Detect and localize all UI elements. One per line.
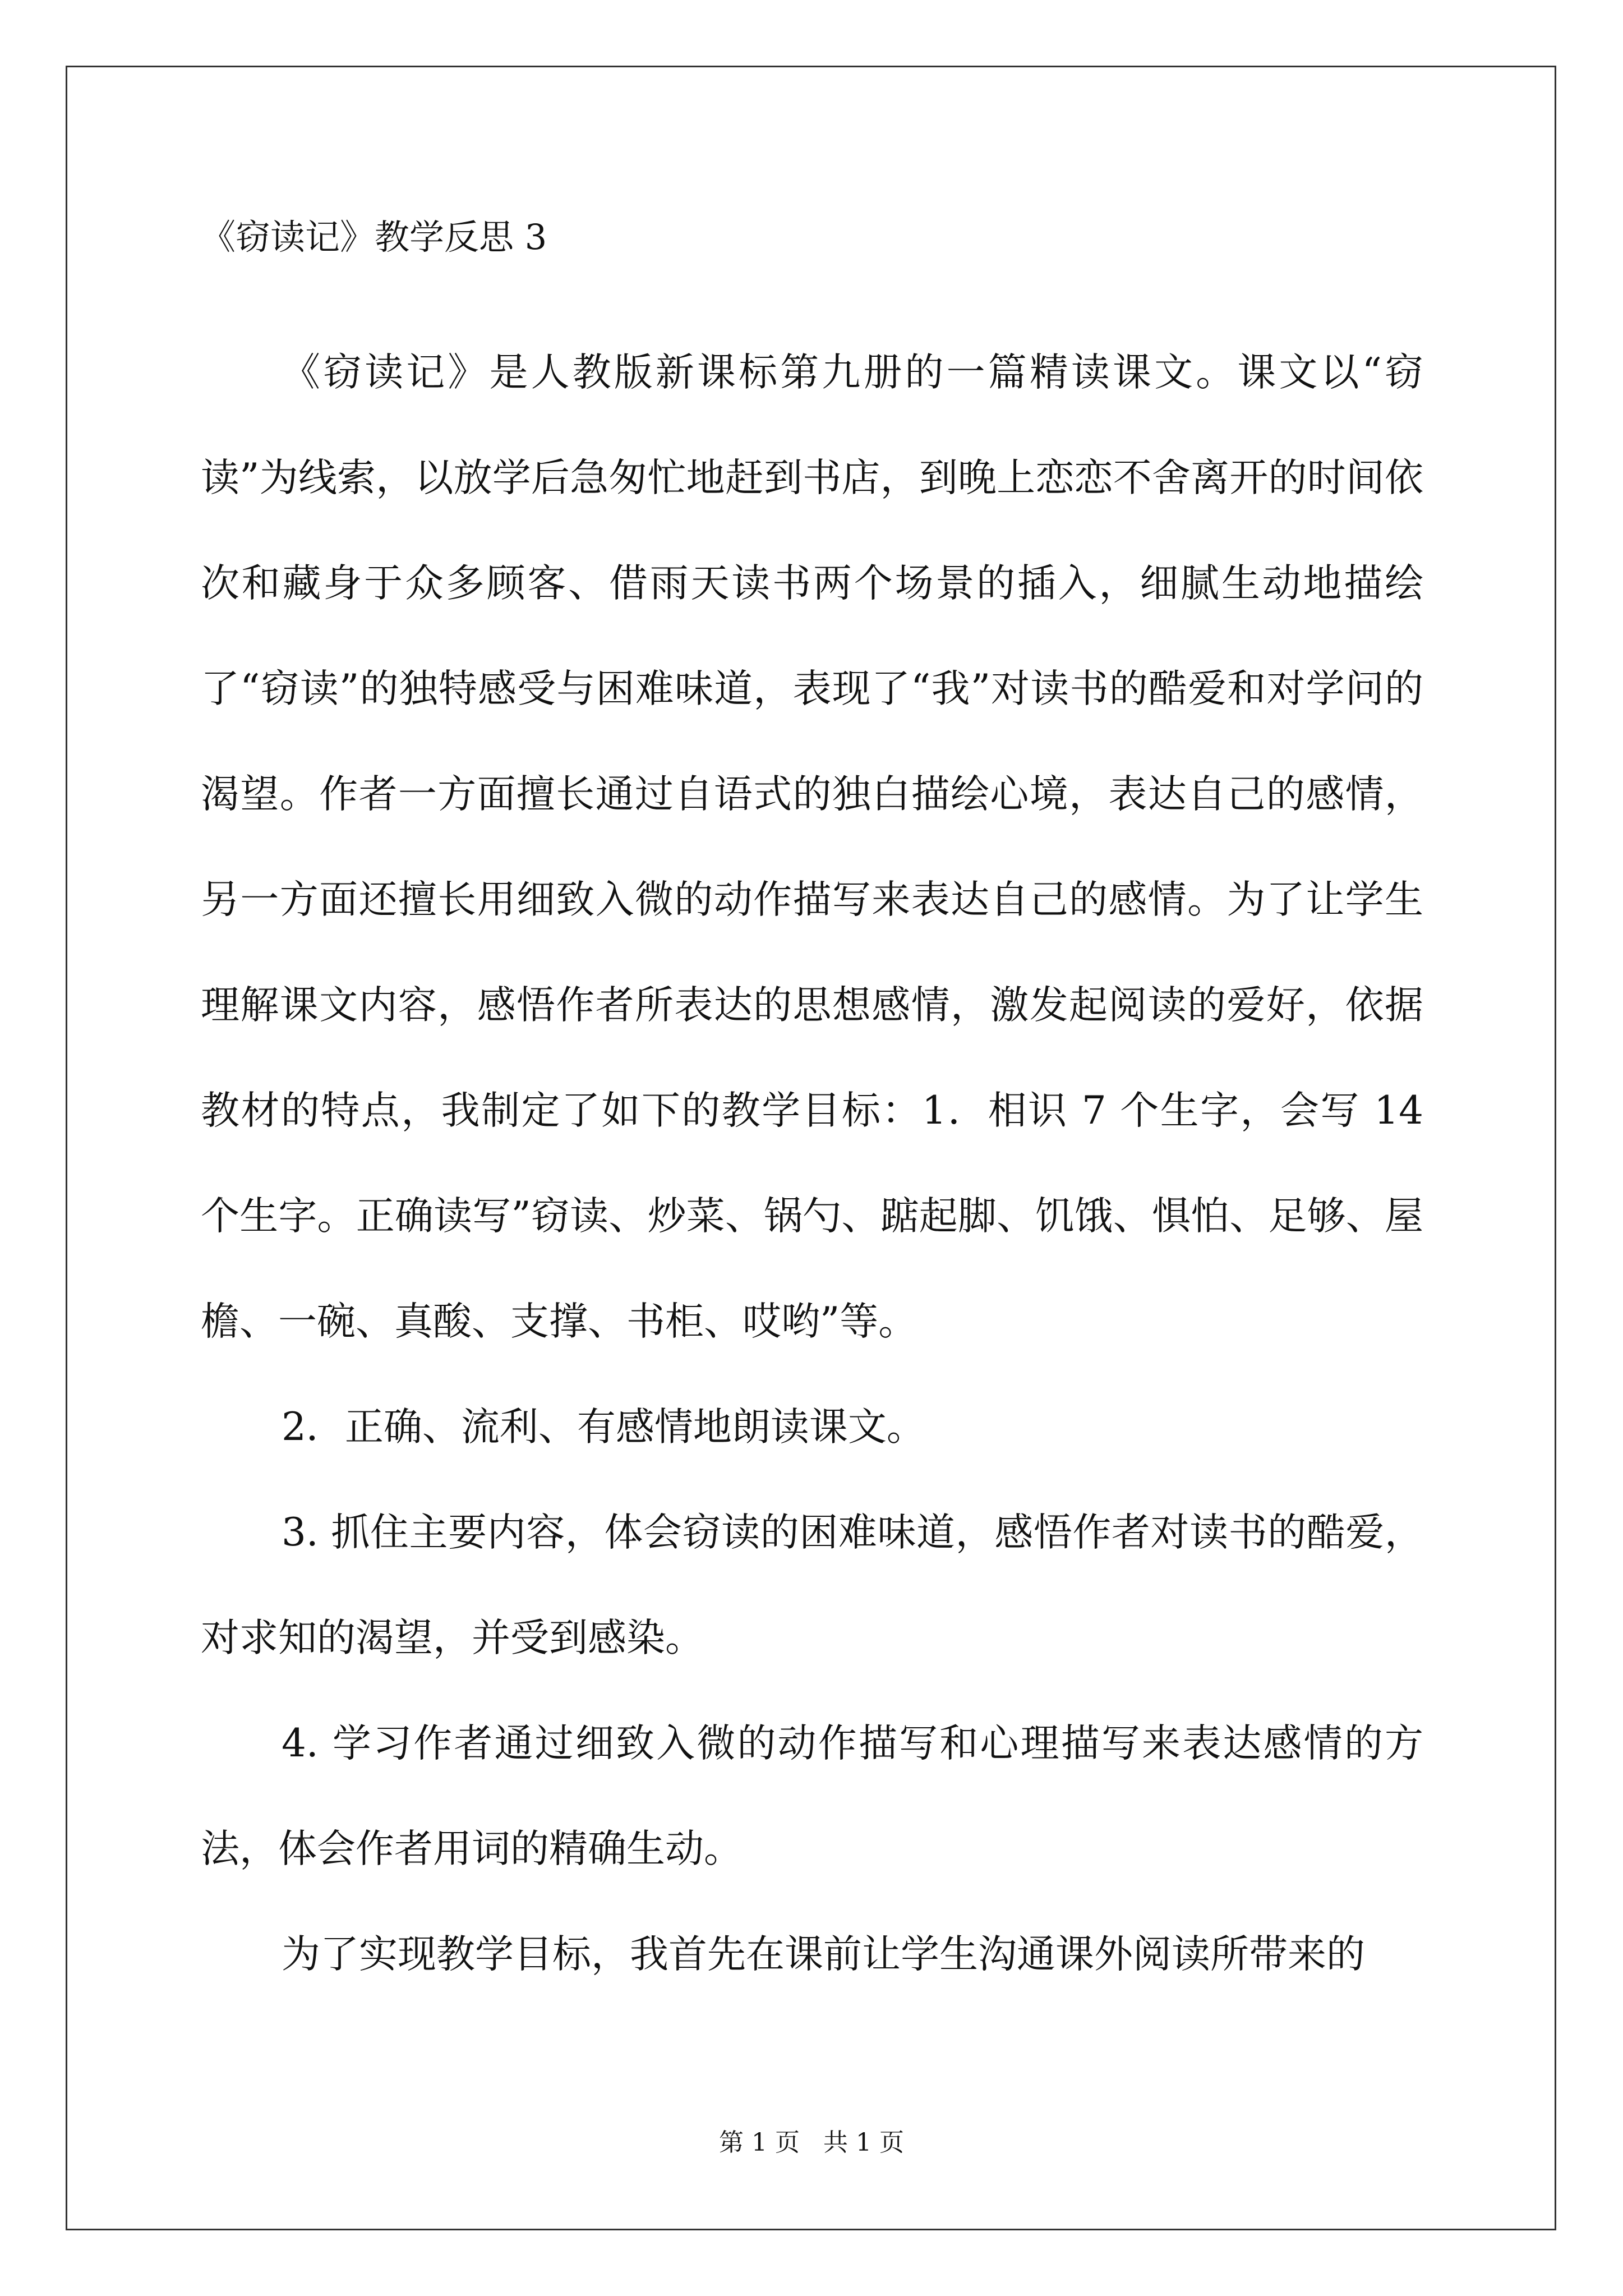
paragraph-goal-3: 3. 抓住主要内容，体会窃读的困难味道，感悟作者对读书的酷爱，对求知的渴望，并受到感染。	[201, 1510, 1423, 1660]
paragraph-method: 为了实现教学目标，我首先在课前让学生沟通课外阅读所带来的	[282, 1932, 1365, 1977]
document-title: 《窃读记》教学反思 3	[201, 217, 547, 257]
paragraph-goal-2: 2．正确、流利、有感情地朗读课文。	[282, 1405, 925, 1450]
paragraph-intro: 《窃读记》是人教版新课标第九册的一篇精读课文。课文以“窃读”为线索，以放学后急匆忙地赶到书店，到晚上恋恋不舍离开的时间依次和藏身于众多顾客、借雨天读书两个场景的插入，细腻生动地描绘了“窃读”的独特感受与困难味道，表现了“我”对读书的酷爱和对学问的渴望。作者一方面擅长通过自语式的独白描绘心境，表达自己的感情，另一方面还擅长用细致入微的动作描写来表达自己的感情。为了让学生理解课文内容，感悟作者所表达的思想感情，激发起阅读的爱好，依据教材的特点，我制定了如下的教学目标：1．相识 7 个生字，会写 14 个生字。正确读写”窃读、炒菜、锅勺、踮起脚、饥饿、惧怕、足够、屋檐、一碗、真酸、支撑、书柜、哎哟”等。	[201, 350, 1436, 1344]
document-body	[201, 217, 1436, 2007]
page-number-footer: 第 1 页 共 1 页	[719, 2128, 904, 2157]
paragraph-goal-4: 4. 学习作者通过细致入微的动作描写和心理描写来表达感情的方法，体会作者用词的精确生动。	[201, 1721, 1423, 1871]
